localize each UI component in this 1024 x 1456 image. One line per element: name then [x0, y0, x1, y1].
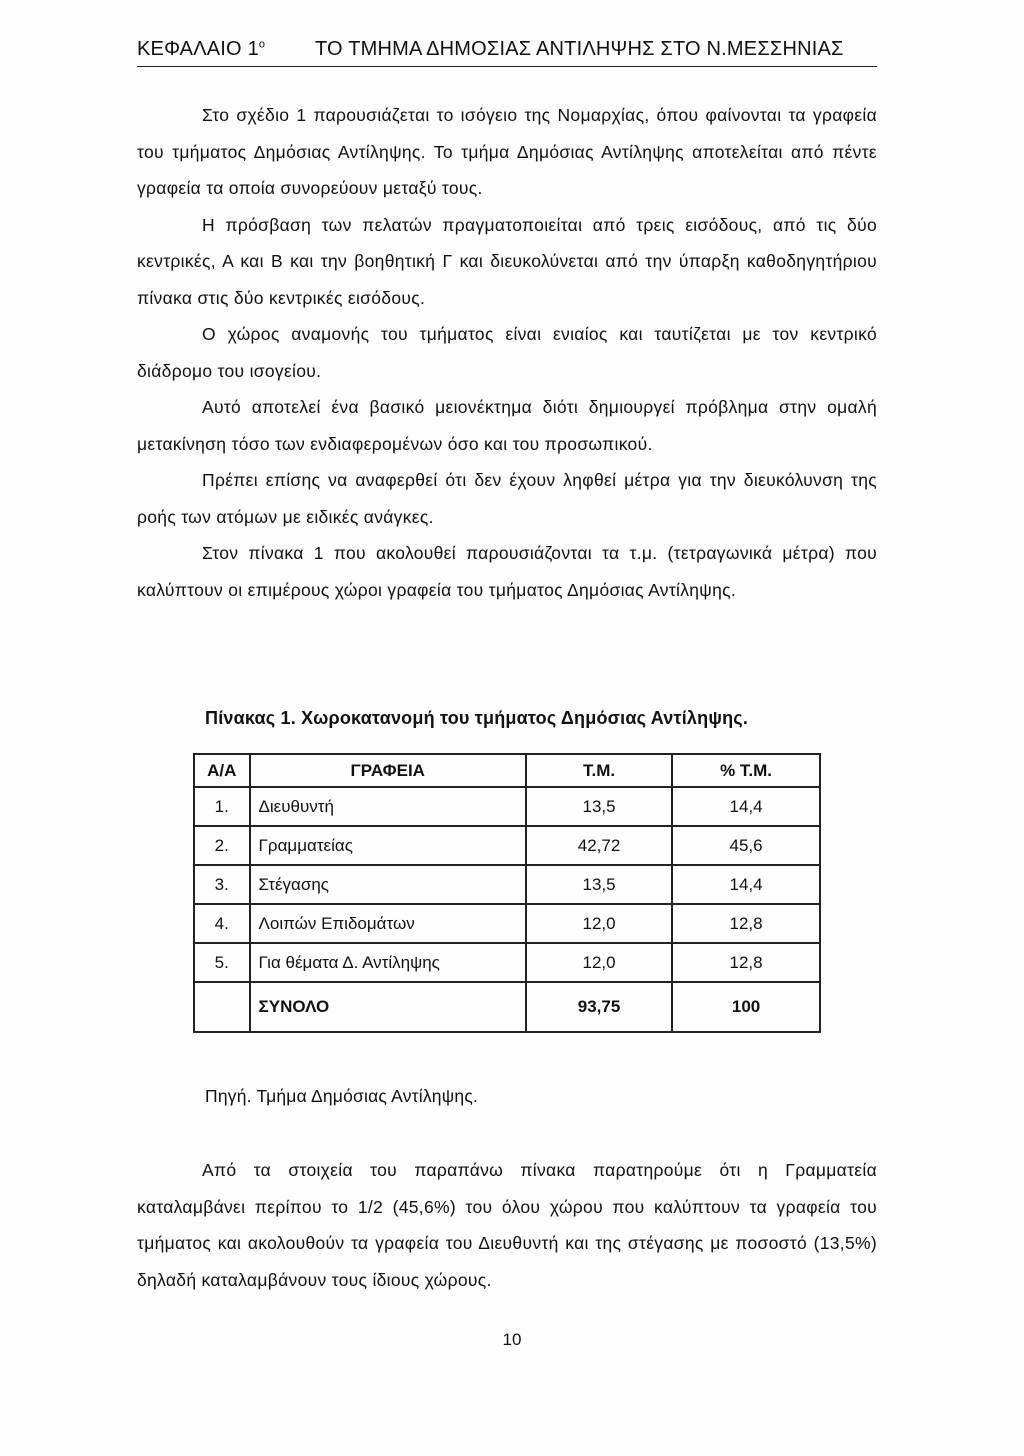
cell-percent: 45,6	[672, 826, 820, 865]
cell-percent: 12,8	[672, 904, 820, 943]
intro-text	[137, 97, 877, 608]
paragraph: Η πρόσβαση των πελατών πραγματοποιείται από τρεις εισόδους, από τις δύο κεντρικές, Α και Β και την βοηθητική Γ και διευκολύνεται από την ύπαρξη καθοδηγητήριου πίνακα στις δύο κεντρικές εισόδους.	[137, 214, 877, 308]
paragraph: Ο χώρος αναμονής του τμήματος είναι ενιαίος και ταυτίζεται με τον κεντρικό διάδρομο του ισογείου.	[137, 324, 877, 381]
cell-aa: 5.	[194, 943, 250, 982]
cell-office: Για θέματα Δ. Αντίληψης	[250, 943, 526, 982]
cell-office: Στέγασης	[250, 865, 526, 904]
column-header-sqm: Τ.Μ.	[526, 754, 672, 787]
header-title: ΤΟ ΤΜΗΜΑ ΔΗΜΟΣΙΑΣ ΑΝΤΙΛΗΨΗΣ ΣΤΟ Ν.ΜΕΣΣΗΝΙΑΣ	[315, 38, 844, 60]
column-header-percent: % Τ.Μ.	[672, 754, 820, 787]
table-row	[194, 787, 820, 826]
cell-aa: 4.	[194, 904, 250, 943]
cell-percent: 14,4	[672, 787, 820, 826]
paragraph: Στο σχέδιο 1 παρουσιάζεται το ισόγειο της Νομαρχίας, όπου φαίνονται τα γραφεία του τμήματος Δημόσιας Αντίληψης. Το τμήμα Δημόσιας Αντίληψης αποτελείται από πέντε γραφεία τα οποία συνορεύουν μεταξύ τους.	[137, 105, 877, 198]
column-header-aa: Α/Α	[194, 754, 250, 787]
cell-total-sqm: 93,75	[526, 982, 672, 1032]
cell-sqm: 12,0	[526, 943, 672, 982]
cell-aa: 2.	[194, 826, 250, 865]
space-allocation-table	[193, 753, 821, 1033]
cell-total-percent: 100	[672, 982, 820, 1032]
cell-aa: 1.	[194, 787, 250, 826]
table-row	[194, 826, 820, 865]
table-row	[194, 865, 820, 904]
table-header-row	[194, 754, 820, 787]
paragraph: Αυτό αποτελεί ένα βασικό μειονέκτημα διότι δημιουργεί πρόβλημα στην ομαλή μετακίνηση τόσο των ενδιαφερομένων όσο και του προσωπικού.	[137, 397, 877, 454]
page-number: 10	[502, 1330, 522, 1349]
table-total-row	[194, 982, 820, 1032]
cell-aa	[194, 982, 250, 1032]
conclusion-text	[137, 1152, 877, 1298]
cell-total-label: ΣΥΝΟΛΟ	[250, 982, 526, 1032]
cell-sqm: 13,5	[526, 787, 672, 826]
table-source: Πηγή. Τμήμα Δημόσιας Αντίληψης.	[205, 1086, 479, 1106]
cell-percent: 14,4	[672, 865, 820, 904]
cell-aa: 3.	[194, 865, 250, 904]
running-header	[137, 36, 877, 67]
table-row	[194, 943, 820, 982]
paragraph: Στον πίνακα 1 που ακολουθεί παρουσιάζονται τα τ.μ. (τετραγωνικά μέτρα) που καλύπτουν οι επιμέρους χώροι γραφεία του τμήματος Δημόσιας Αντίληψης.	[137, 543, 877, 600]
cell-office: Γραμματείας	[250, 826, 526, 865]
cell-office: Διευθυντή	[250, 787, 526, 826]
column-header-offices: ΓΡΑΦΕΙΑ	[250, 754, 526, 787]
cell-sqm: 42,72	[526, 826, 672, 865]
cell-sqm: 13,5	[526, 865, 672, 904]
paragraph: Πρέπει επίσης να αναφερθεί ότι δεν έχουν ληφθεί μέτρα για την διευκόλυνση της ροής των ατόμων με ειδικές ανάγκες.	[137, 470, 877, 527]
chapter-label: ΚΕΦΑΛΑΙΟ $1^o$	[137, 38, 266, 60]
cell-percent: 12,8	[672, 943, 820, 982]
table-row	[194, 904, 820, 943]
paragraph: Από τα στοιχεία του παραπάνω πίνακα παρατηρούμε ότι η Γραμματεία καταλαμβάνει περίπου το 1/2 (45,6%) του όλου χώρου που καλύπτουν τα γραφεία του τμήματος και ακολουθούν τα γραφεία του Διευθυντή και της στέγασης με ποσοστό (13,5%) δηλαδή καταλαμβάνουν τους ίδιους χώρους.	[137, 1160, 877, 1290]
table-caption: Πίνακας 1. Χωροκατανομή του τμήματος Δημόσιας Αντίληψης.	[205, 708, 749, 728]
cell-sqm: 12,0	[526, 904, 672, 943]
cell-office: Λοιπών Επιδομάτων	[250, 904, 526, 943]
